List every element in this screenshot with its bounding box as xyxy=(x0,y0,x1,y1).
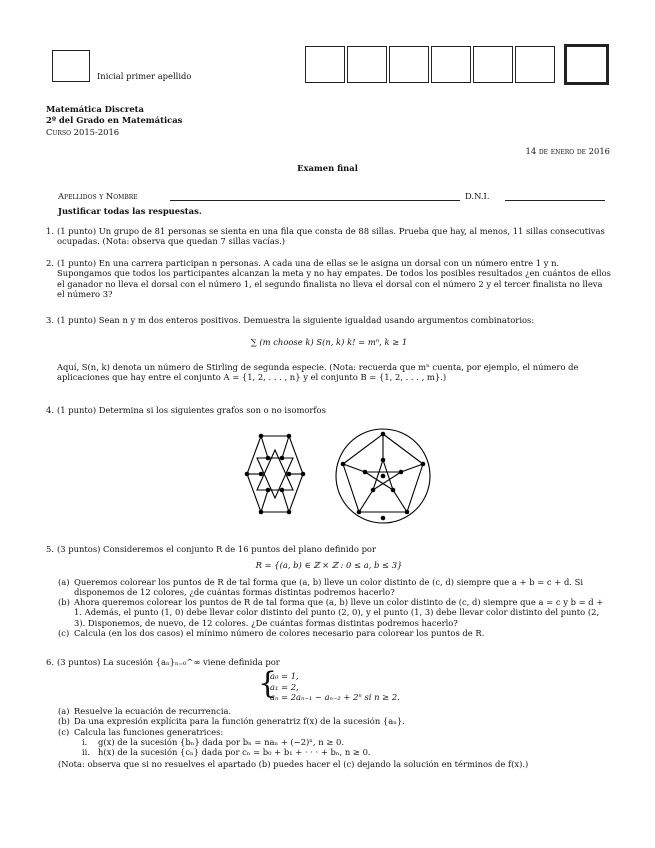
part-text: Calcula (en los dos casos) el mínimo número de colores necesario para colorear los puntos de R. xyxy=(74,627,485,638)
problem-number: 1. xyxy=(46,226,54,236)
part-text: Ahora queremos colorear los puntos de R de tal forma que (a, b) lleve un color distinto de (c, d) siempre que a = c y b = d + 1. Además, el punto (1, 0) debe llevar color distinto del punto (2, 0), y el punto (1, 3) debe llevar color distinto del punto (2, 3). Disponemos, de nuevo, de 12 colores. ¿De cuántas formas distintas podremos hacerlo? xyxy=(74,597,604,628)
graph-node xyxy=(259,472,264,477)
graph-node xyxy=(266,488,271,493)
grade-box-1[interactable] xyxy=(305,46,345,83)
problem-number: 3. xyxy=(46,315,54,325)
part-label: (c) xyxy=(58,726,70,737)
name-label: Apellidos y Nombre xyxy=(58,191,138,201)
course-year: Curso 2015-2016 xyxy=(46,127,120,137)
grade-box-total[interactable] xyxy=(564,44,609,85)
recurrence-system xyxy=(258,666,612,702)
problem-text: (3 puntos) La sucesión {aₙ}ₙ₌₀^∞ viene definida por xyxy=(57,657,280,667)
graph-node xyxy=(399,470,404,475)
graph-edge xyxy=(261,436,268,458)
graph-node xyxy=(357,510,362,515)
graph-edge xyxy=(343,464,365,472)
grade-box-4[interactable] xyxy=(431,46,471,83)
initial-box[interactable] xyxy=(52,50,90,82)
exam-date: 14 de enero de 2016 xyxy=(525,146,610,156)
part-a xyxy=(58,706,612,716)
recurrence-line: aₙ = 2aₙ₋₁ − aₙ₋₂ + 2ⁿ si n ≥ 2. xyxy=(270,691,400,702)
graph-node xyxy=(266,456,271,461)
problem-text: (1 punto) Sean n y m dos enteros positivos. Demuestra la siguiente igualdad usando argumentos combinatorios: xyxy=(57,315,535,325)
part-label: (b) xyxy=(58,716,70,727)
problem-number: 6. xyxy=(46,657,54,667)
stirling-formula: ∑ (m choose k) S(n, k) k! = mⁿ, k ≥ 1 xyxy=(250,337,408,348)
graph-node xyxy=(301,472,306,477)
subpart-ii xyxy=(82,747,612,757)
part-text: Calcula las funciones generatrices: xyxy=(74,726,224,737)
problem-text: (1 punto) Determina si los siguientes grafos son o no isomorfos xyxy=(57,405,326,415)
problem-5 xyxy=(46,544,612,638)
problem-text: (1 punto) En una carrera participan n personas. A cada una de ellas se le asigna un dorsal con un número entre 1 y n. Supongamos que todos los participantes alcanzan la meta y no hay empates. De todos los posibles resultados ¿en cuántos de ellos el ganador no lleva el dorsal con el número 1, el segundo finalista no lleva el dorsal con el número 2 y el tercer finalista no lleva el número 3? xyxy=(57,258,611,299)
graph-edge xyxy=(359,490,373,512)
initial-label: Inicial primer apellido xyxy=(97,71,192,81)
graph-node xyxy=(405,510,410,515)
graph-node xyxy=(381,474,386,479)
instruction: Justificar todas las respuestas. xyxy=(58,206,202,216)
graph-edge xyxy=(282,490,289,512)
graph-edge xyxy=(401,464,423,472)
recurrence-line: a₁ = 2, xyxy=(270,681,299,692)
graph-node xyxy=(381,516,386,521)
graph-node xyxy=(341,462,346,467)
brace: { xyxy=(258,666,278,702)
part-label: (a) xyxy=(58,576,70,587)
graph-edge xyxy=(282,436,289,458)
set-formula: R = {(a, b) ∈ ℤ × ℤ : 0 ≤ a, b ≤ 3} xyxy=(255,560,403,571)
graph-node xyxy=(245,472,250,477)
problem-1 xyxy=(46,226,612,247)
graph-node xyxy=(287,510,292,515)
exam-title: Examen final xyxy=(297,163,358,173)
problem-text: (1 punto) Un grupo de 81 personas se sienta en una fila que consta de 88 sillas. Prueba que hay, al menos, 11 sillas consecutivas ocupadas. (Nota: observa que quedan 7 sillas vacías.) xyxy=(57,226,605,247)
part-label: (c) xyxy=(58,627,70,638)
graph-node xyxy=(287,434,292,439)
problem-text: (3 puntos) Consideremos el conjunto R de 16 puntos del plano definido por xyxy=(57,544,376,554)
name-field[interactable] xyxy=(170,200,460,201)
problem-note: Aquí, S(n, k) denota un número de Stirling de segunda especie. (Nota: recuerda que mⁿ cuenta, por ejemplo, el número de aplicaciones que hay entre el conjunto A = {1, 2, . . . , n} y el conjunto B = {1, 2, . . . , m}.) xyxy=(57,361,579,382)
graphs-figure xyxy=(225,428,445,528)
course-title: Matemática Discreta xyxy=(46,104,144,114)
subpart-text: g(x) de la sucesión {bₙ} dada por bₙ = naₙ + (−2)ⁿ, n ≥ 0. xyxy=(98,736,344,747)
problem-number: 4. xyxy=(46,405,54,415)
graph-node xyxy=(287,472,292,477)
grade-box-6[interactable] xyxy=(515,46,555,83)
graph-node xyxy=(280,456,285,461)
problem-6 xyxy=(46,657,612,770)
graph-hexagon xyxy=(247,436,303,512)
part-text: Da una expresión explícita para la función generatriz f(x) de la sucesión {aₙ}. xyxy=(74,716,405,727)
subpart-label: ii. xyxy=(82,747,91,757)
part-text: Queremos colorear los puntos de R de tal forma que (a, b) lleve un color distinto de (c, d) siempre que a + b = c + d. Si disponemos de 12 colores, ¿de cuántas formas distintas podremos hacerlo? xyxy=(74,576,584,597)
graph-edge xyxy=(393,490,407,512)
recurrence-line: a₀ = 1, xyxy=(270,671,299,682)
part-label: (a) xyxy=(58,706,70,716)
grade-box-3[interactable] xyxy=(389,46,429,83)
part-label: (b) xyxy=(58,597,70,607)
graph-node xyxy=(381,458,386,463)
subpart-text: h(x) de la sucesión {cₙ} dada por cₙ = b₀ + b₁ + · · · + bₙ, n ≥ 0. xyxy=(98,747,371,757)
subpart-i xyxy=(82,737,612,747)
problem-3 xyxy=(46,315,612,382)
problem-number: 2. xyxy=(46,258,54,268)
graph-node xyxy=(421,462,426,467)
graph-edge xyxy=(261,490,268,512)
subpart-label: i. xyxy=(82,736,88,747)
part-b xyxy=(58,597,612,628)
graph-node xyxy=(363,470,368,475)
problem-number: 5. xyxy=(46,544,54,554)
graph-node xyxy=(280,488,285,493)
problem-note: (Nota: observa que si no resuelves el apartado (b) puedes hacer el (c) dejando la solución en términos de f(x).) xyxy=(58,759,529,770)
graph-node xyxy=(259,434,264,439)
part-text: Resuelve la ecuación de recurrencia. xyxy=(74,706,232,716)
part-c xyxy=(58,727,612,737)
grade-box-2[interactable] xyxy=(347,46,387,83)
problem-4 xyxy=(46,405,612,415)
graph-node xyxy=(371,488,376,493)
part-c xyxy=(58,628,612,638)
problem-2 xyxy=(46,258,612,299)
graph-node xyxy=(259,510,264,515)
graph-node xyxy=(381,432,386,437)
part-b xyxy=(58,716,612,726)
graph-node xyxy=(391,488,396,493)
degree-title: 2º del Grado en Matemáticas xyxy=(46,115,183,125)
part-a xyxy=(58,577,612,598)
dni-field[interactable] xyxy=(505,200,605,201)
grade-box-5[interactable] xyxy=(473,46,513,83)
dni-label: D.N.I. xyxy=(465,191,490,201)
